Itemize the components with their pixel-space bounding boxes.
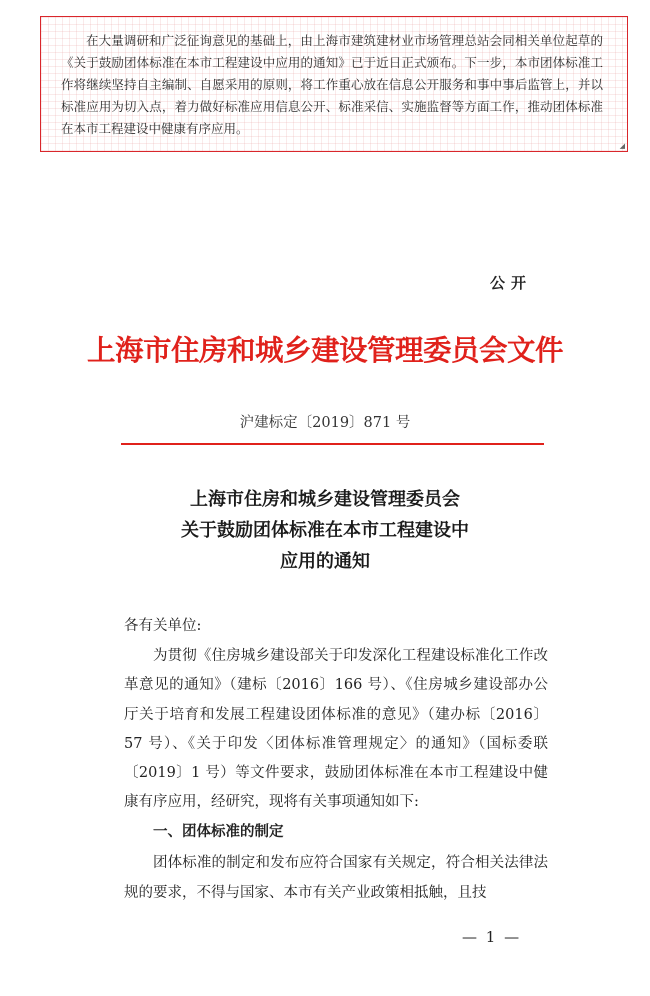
document-number: 沪建标定〔2019〕871 号 (239, 415, 411, 431)
resize-handle-icon: ◢ (619, 142, 625, 150)
title-line-3: 应用的通知 (280, 551, 370, 572)
title-line-1: 上海市住房和城乡建设管理委员会 (190, 489, 460, 510)
paragraph-2: 团体标准的制定和发布应符合国家有关规定，符合相关法律法规的要求，不得与国家、本市有关产业政策相抵触，且技 (124, 854, 548, 901)
document-body (124, 611, 548, 908)
intro-note-box (40, 16, 628, 152)
paragraph-1: 为贯彻《住房城乡建设部关于印发深化工程建设标准化工作改革意见的通知》（建标〔2016〕166 号）、《住房城乡建设部办公厅关于培育和发展工程建设团体标准的意见》（建办标〔2016〕57 号）、《关于印发〈团体标准管理规定〉的通知》（国标委联〔2019〕1 号）等文件要求，鼓励团体标准在本市工程建设中健康有序应用，经研究，现将有关事项通知如下: (124, 648, 548, 811)
document-title (0, 484, 650, 577)
salutation: 各有关单位: (124, 618, 202, 634)
title-line-2: 关于鼓励团体标准在本市工程建设中 (181, 520, 469, 541)
red-divider-line (121, 443, 544, 445)
issuer-header: 上海市住房和城乡建设管理委员会文件 (86, 333, 563, 367)
section-1-heading: 一、团体标准的制定 (153, 822, 284, 840)
secrecy-label: 公开 (490, 274, 533, 292)
page-number: — 1 — (462, 928, 522, 946)
intro-note-text: 在大量调研和广泛征询意见的基础上，由上海市建筑建材业市场管理总站会同相关单位起草的《关于鼓励团体标准在本市工程建设中应用的通知》已于近日正式颁布。下一步，本市团体标准工作将继续坚持自主编制、自愿采用的原则，将工作重心放在信息公开服务和事中事后监管上，并以标准应用为切入点，着力做好标准应用信息公开、标准采信、实施监督等方面工作，推动团体标准在本市工程建设中健康有序应用。 (61, 33, 603, 136)
